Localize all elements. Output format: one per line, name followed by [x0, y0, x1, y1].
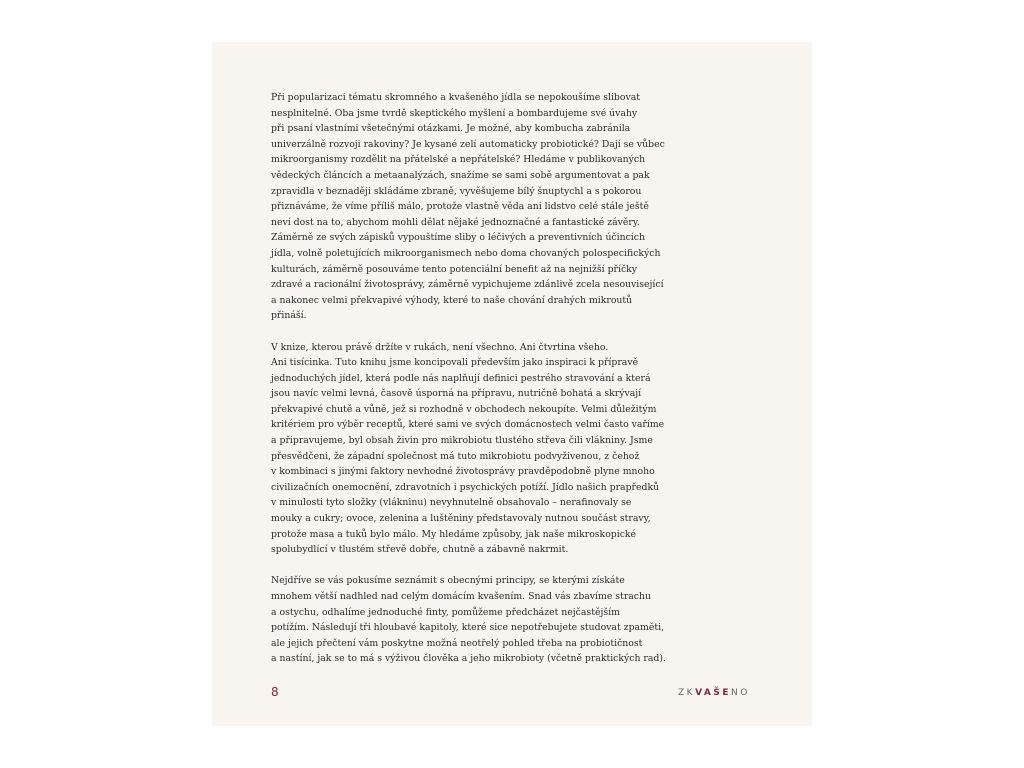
text-line: mnohem větší nadhled nad celým domácím kvašením. Snad vás zbavíme strachu: [271, 591, 651, 602]
text-line: univerzálně rozvoji rakoviny? Je kysané zelí automaticky probiotické? Dají se vůbec: [271, 138, 665, 150]
text-line: mouky a cukry; ovoce, zelenina a luštěniny představovaly nutnou součást stravy,: [271, 513, 651, 525]
text-line: Ani tisícinka. Tuto knihu jsme koncipovali především jako inspiraci k přípravě: [271, 357, 639, 369]
text-line: vědeckých článcích a metaanalýzách, snažíme se sami sobě argumentovat a pak: [271, 169, 650, 181]
paragraph-1: [271, 90, 671, 324]
text-line: a nastíní, jak se to má s výživou člověka a jeho mikrobioty (včetně praktických rad).: [271, 653, 666, 665]
text-line: zdravé a racionální životosprávy, záměrně vypichujeme zdánlivě zcela nesouvisející: [271, 279, 664, 291]
text-line: a nakonec velmi překvapivé výhody, které to naše chování drahých mikroutů: [271, 294, 633, 306]
text-line: spolubydlící v tlustém střevě dobře, chutně a zábavně nakrmit.: [271, 544, 569, 556]
text-line: přináší.: [271, 310, 307, 322]
text-line: při psaní vlastními všetečnými otázkami. Je možné, aby kombucha zabránila: [271, 123, 631, 135]
text-line: kritériem pro výběr receptů, které sami ve svých domácnostech velmi často vaříme: [271, 419, 665, 431]
book-logo: [678, 688, 750, 698]
logo-accent: VAŠE: [695, 688, 732, 698]
paragraph-3: [271, 573, 671, 667]
text-line: překvapivé chutě a vůně, jež si rozhodně v obchodech nekoupíte. Velmi důležitým: [271, 403, 657, 415]
text-line: a připravujeme, byl obsah živin pro mikrobiotu tlustého střeva čili vlákniny. Jsme: [271, 435, 653, 447]
text-line: Při popularizaci tématu skromného a kvašeného jídla se nepokoušíme slibovat: [271, 92, 640, 103]
text-line: v kombinaci s jinými faktory nevhodné životosprávy pravděpodobně plyne mnoho: [271, 466, 655, 478]
paragraph-2: [271, 340, 671, 558]
text-line: potížím. Následují tři hloubavé kapitoly, které sice nepotřebujete studovat zpaměti,: [271, 622, 665, 634]
logo-suffix: NO: [731, 688, 750, 698]
text-line: Záměrně ze svých zápisků vypouštíme sliby o léčivých a preventivních účincích: [271, 232, 645, 244]
text-line: Nejdříve se vás pokusíme seznámit s obecnými principy, se kterými získáte: [271, 575, 625, 587]
text-line: jídla, volně poletujících mikroorganismech nebo doma chovaných polospecifických: [271, 247, 661, 259]
text-line: nesplnitelné. Oba jsme tvrdě skeptického myšlení a bombardujeme své úvahy: [271, 107, 638, 119]
text-line: civilizačních onemocnění, zdravotních i psychických potíží. Jídlo našich prapředků: [271, 481, 660, 493]
logo-prefix: ZK: [678, 688, 696, 698]
text-line: protože masa a tuků bylo málo. My hledáme způsoby, jak naše mikroskopické: [271, 528, 637, 540]
book-page: [212, 42, 812, 726]
text-line: kulturách, záměrně posouváme tento potenciální benefit až na nejnižší příčky: [271, 263, 638, 275]
text-line: mikroorganismy rozdělit na přátelské a nepřátelské? Hledáme v publikovaných: [271, 154, 646, 166]
text-line: zpravidla v beznaději skládáme zbraně, vyvěšujeme bílý šnuptychl a s pokorou: [271, 185, 642, 197]
text-line: ale jejich přečtení vám poskytne možná neotřelý pohled třeba na probiotičnost: [271, 637, 643, 649]
text-line: jsou navíc velmi levná, časově úsporná na přípravu, nutričně bohatá a skrývají: [271, 388, 642, 400]
text-line: neví dost na to, abychom mohli dělat nějaké jednoznačné a fantastické závěry.: [271, 216, 640, 228]
body-text: [271, 90, 671, 683]
text-line: v minulosti tyto složky (vlákninu) nevyhnutelně obsahovalo – nerafinovaly se: [271, 497, 632, 509]
text-line: a ostychu, odhalíme jednoduché finty, pomůžeme předcházet nejčastějším: [271, 606, 620, 618]
text-line: jednoduchých jídel, která podle nás naplňují definici pestrého stravování a která: [271, 372, 651, 384]
text-line: V knize, kterou právě držíte v rukách, není všechno. Ani čtvrtina všeho.: [271, 341, 609, 353]
text-line: přiznáváme, že víme příliš málo, protože vlastně věda ani lidstvo celé stále ještě: [271, 201, 649, 213]
page-number: 8: [271, 685, 279, 699]
text-line: přesvědčeni, že západní společnost má tuto mikrobiotu podvyživenou, z čehož: [271, 450, 640, 462]
